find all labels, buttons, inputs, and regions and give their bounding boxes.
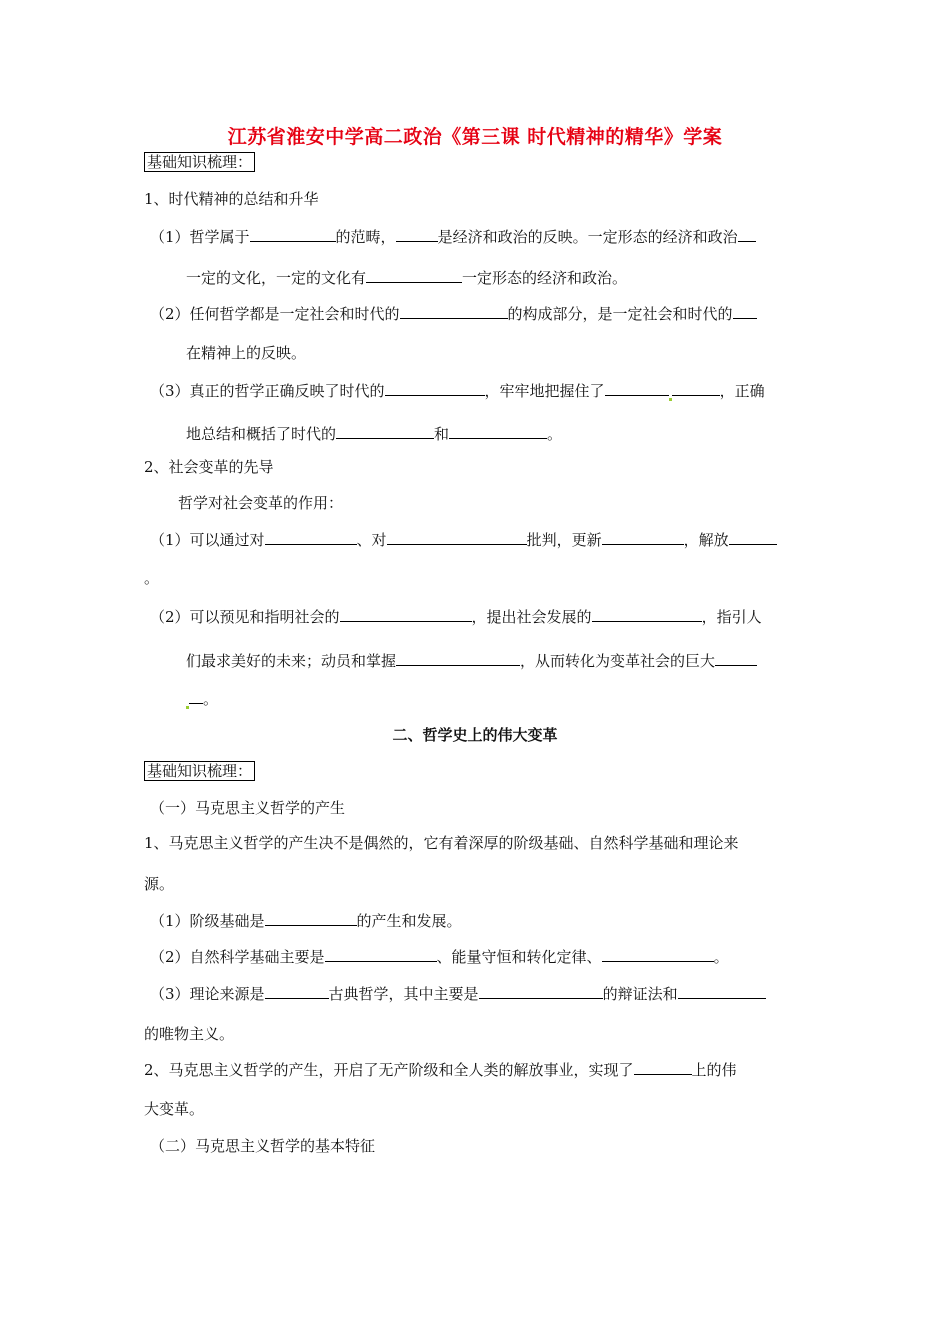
fill-blank[interactable]: [325, 946, 437, 962]
para-2-line-1: （2）任何哲学都是一定社会和时代的 的构成部分，是一定社会和时代的: [150, 303, 757, 324]
fill-blank[interactable]: [400, 303, 508, 319]
question-1-line-1: （1）可以通过对 、对 批判，更新 ，解放: [150, 529, 777, 550]
intro-text: 哲学对社会变革的作用：: [178, 494, 344, 512]
question-2-line-3: 。: [186, 688, 218, 709]
fill-blank[interactable]: [602, 946, 714, 962]
fill-blank[interactable]: [265, 983, 329, 999]
fill-blank[interactable]: [385, 380, 485, 396]
fill-blank[interactable]: [340, 606, 472, 622]
fill-blank[interactable]: [396, 650, 520, 666]
subheading-2: （二）马克思主义哲学的基本特征: [150, 1137, 376, 1155]
fill-blank[interactable]: [449, 423, 547, 439]
reason-2: （2）自然科学基础主要是 、能量守恒和转化定律、 。: [150, 948, 729, 966]
marker-dot: [669, 398, 672, 401]
heading-1: 1、时代精神的总结和升华: [144, 190, 319, 208]
fill-blank[interactable]: [634, 1059, 692, 1075]
fill-blank[interactable]: [189, 688, 203, 704]
fill-blank[interactable]: [602, 529, 684, 545]
para-2-line-2: 在精神上的反映。: [186, 344, 307, 362]
fill-blank[interactable]: [265, 529, 357, 545]
item-1-line-1: 1、马克思主义哲学的产生决不是偶然的，它有着深厚的阶级基础、自然科学基础和理论来: [144, 834, 739, 852]
fill-blank[interactable]: [387, 529, 527, 545]
question-2-line-2: 们最求美好的未来；动员和掌握 ，从而转化为变革社会的巨大: [186, 650, 757, 671]
box-label-2: [144, 761, 255, 781]
item-2-line-1: 2、马克思主义哲学的产生，开启了无产阶级和全人类的解放事业，实现了 上的伟: [144, 1061, 737, 1079]
fill-blank[interactable]: [729, 529, 777, 545]
fill-blank[interactable]: [336, 423, 434, 439]
item-1-line-2: 源。: [144, 875, 175, 893]
fill-blank[interactable]: [678, 983, 766, 999]
heading-2: 2、社会变革的先导: [144, 458, 274, 476]
fill-blank[interactable]: [715, 650, 757, 666]
boxed-label: 基础知识梳理：: [144, 152, 255, 172]
marker-dot: [186, 706, 189, 709]
fill-blank[interactable]: [605, 380, 669, 396]
fill-blank[interactable]: [250, 226, 336, 242]
fill-blank[interactable]: [396, 226, 438, 242]
boxed-label: 基础知识梳理：: [144, 761, 255, 781]
document-title: 江苏省淮安中学高二政治《第三课 时代精神的精华》学案: [227, 126, 723, 148]
para-1-line-2: 一定的文化，一定的文化有 一定形态的经济和政治。: [186, 269, 628, 287]
fill-blank[interactable]: [733, 303, 757, 319]
fill-blank[interactable]: [366, 267, 462, 283]
question-2-line-1: （2）可以预见和指明社会的 ，提出社会发展的 ，指引人: [150, 608, 762, 626]
subheading-1: （一）马克思主义哲学的产生: [150, 799, 346, 817]
fill-blank[interactable]: [738, 226, 756, 242]
para-3-line-1: （3）真正的哲学正确反映了时代的 ，牢牢地把握住了 ，正确: [150, 382, 765, 400]
reason-1: （1）阶级基础是 的产生和发展。: [150, 912, 462, 930]
question-1-line-2: 。: [144, 569, 160, 587]
box-label-1: [144, 152, 255, 172]
fill-blank[interactable]: [479, 983, 603, 999]
section-2-heading: 二、哲学史上的伟大变革: [392, 726, 558, 744]
para-1-line-1: （1）哲学属于 的范畴， 是经济和政治的反映。一定形态的经济和政治: [150, 226, 756, 247]
fill-blank[interactable]: [592, 606, 702, 622]
reason-3-line-2: 的唯物主义。: [144, 1025, 235, 1043]
para-3-line-2: 地总结和概括了时代的 和 。: [186, 425, 563, 443]
item-2-line-2: 大变革。: [144, 1100, 205, 1118]
fill-blank[interactable]: [265, 910, 357, 926]
reason-3-line-1: （3）理论来源是 古典哲学，其中主要是 的辩证法和: [150, 983, 766, 1004]
fill-blank[interactable]: [672, 380, 720, 396]
